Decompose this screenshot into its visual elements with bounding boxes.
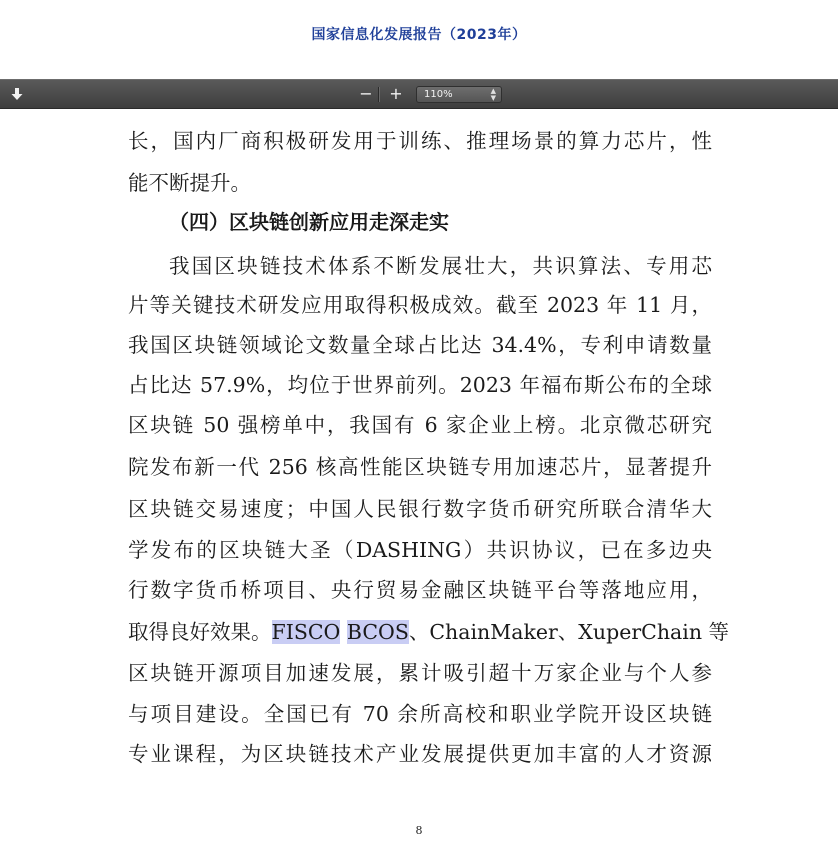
body-line: 我国区块链技术体系不断发展壮大，共识算法、专用芯 bbox=[169, 254, 712, 278]
body-line: 区块链 50 强榜单中，我国有 6 家企业上榜。北京微芯研究 bbox=[128, 413, 712, 437]
body-line: 长，国内厂商积极研发用于训练、推理场景的算力芯片，性 bbox=[128, 129, 712, 153]
line-text-before: 取得良好效果。 bbox=[128, 620, 272, 644]
zoom-in-button[interactable]: + bbox=[389, 84, 403, 103]
body-line-highlighted bbox=[128, 617, 730, 647]
line-space bbox=[340, 620, 347, 644]
body-line: 院发布新一代 256 核高性能区块链专用加速芯片，显著提升 bbox=[128, 455, 712, 479]
selected-text[interactable]: FISCO bbox=[271, 620, 341, 644]
zoom-out-button[interactable]: − bbox=[359, 84, 373, 103]
document-header-title: 国家信息化发展报告（2023年） bbox=[311, 27, 527, 43]
body-line: 我国区块链领域论文数量全球占比达 34.4%，专利申请数量 bbox=[128, 333, 712, 357]
pdf-viewer-toolbar bbox=[0, 79, 838, 109]
selected-text[interactable]: BCOS bbox=[346, 620, 409, 644]
zoom-level-select[interactable] bbox=[416, 86, 502, 103]
download-arrow-icon[interactable] bbox=[8, 85, 26, 103]
body-line: 行数字货币桥项目、央行贸易金融区块链平台等落地应用， bbox=[128, 578, 712, 602]
body-line: 能不断提升。 bbox=[128, 171, 251, 195]
section-heading: （四）区块链创新应用走深走实 bbox=[169, 210, 449, 234]
toolbar-divider bbox=[378, 87, 380, 102]
body-line: 区块链开源项目加速发展，累计吸引超十万家企业与个人参 bbox=[128, 661, 712, 685]
line-text-after: 、ChainMaker、XuperChain 等 bbox=[408, 620, 730, 644]
body-line: 片等关键技术研发应用取得积极成效。截至 2023 年 11 月， bbox=[128, 293, 712, 317]
body-line: 学发布的区块链大圣（DASHING）共识协议，已在多边央 bbox=[128, 538, 712, 562]
body-line: 占比达 57.9%，均位于世界前列。2023 年福布斯公布的全球 bbox=[128, 373, 712, 397]
body-line: 区块链交易速度；中国人民银行数字货币研究所联合清华大 bbox=[128, 497, 712, 521]
page-number: 8 bbox=[415, 824, 423, 837]
body-line: 专业课程，为区块链技术产业发展提供更加丰富的人才资源 bbox=[128, 742, 712, 766]
zoom-level-value: 110% bbox=[424, 89, 453, 100]
body-line: 与项目建设。全国已有 70 余所高校和职业学院开设区块链 bbox=[128, 702, 712, 726]
select-arrows-icon: ▲ ▼ bbox=[490, 87, 496, 102]
